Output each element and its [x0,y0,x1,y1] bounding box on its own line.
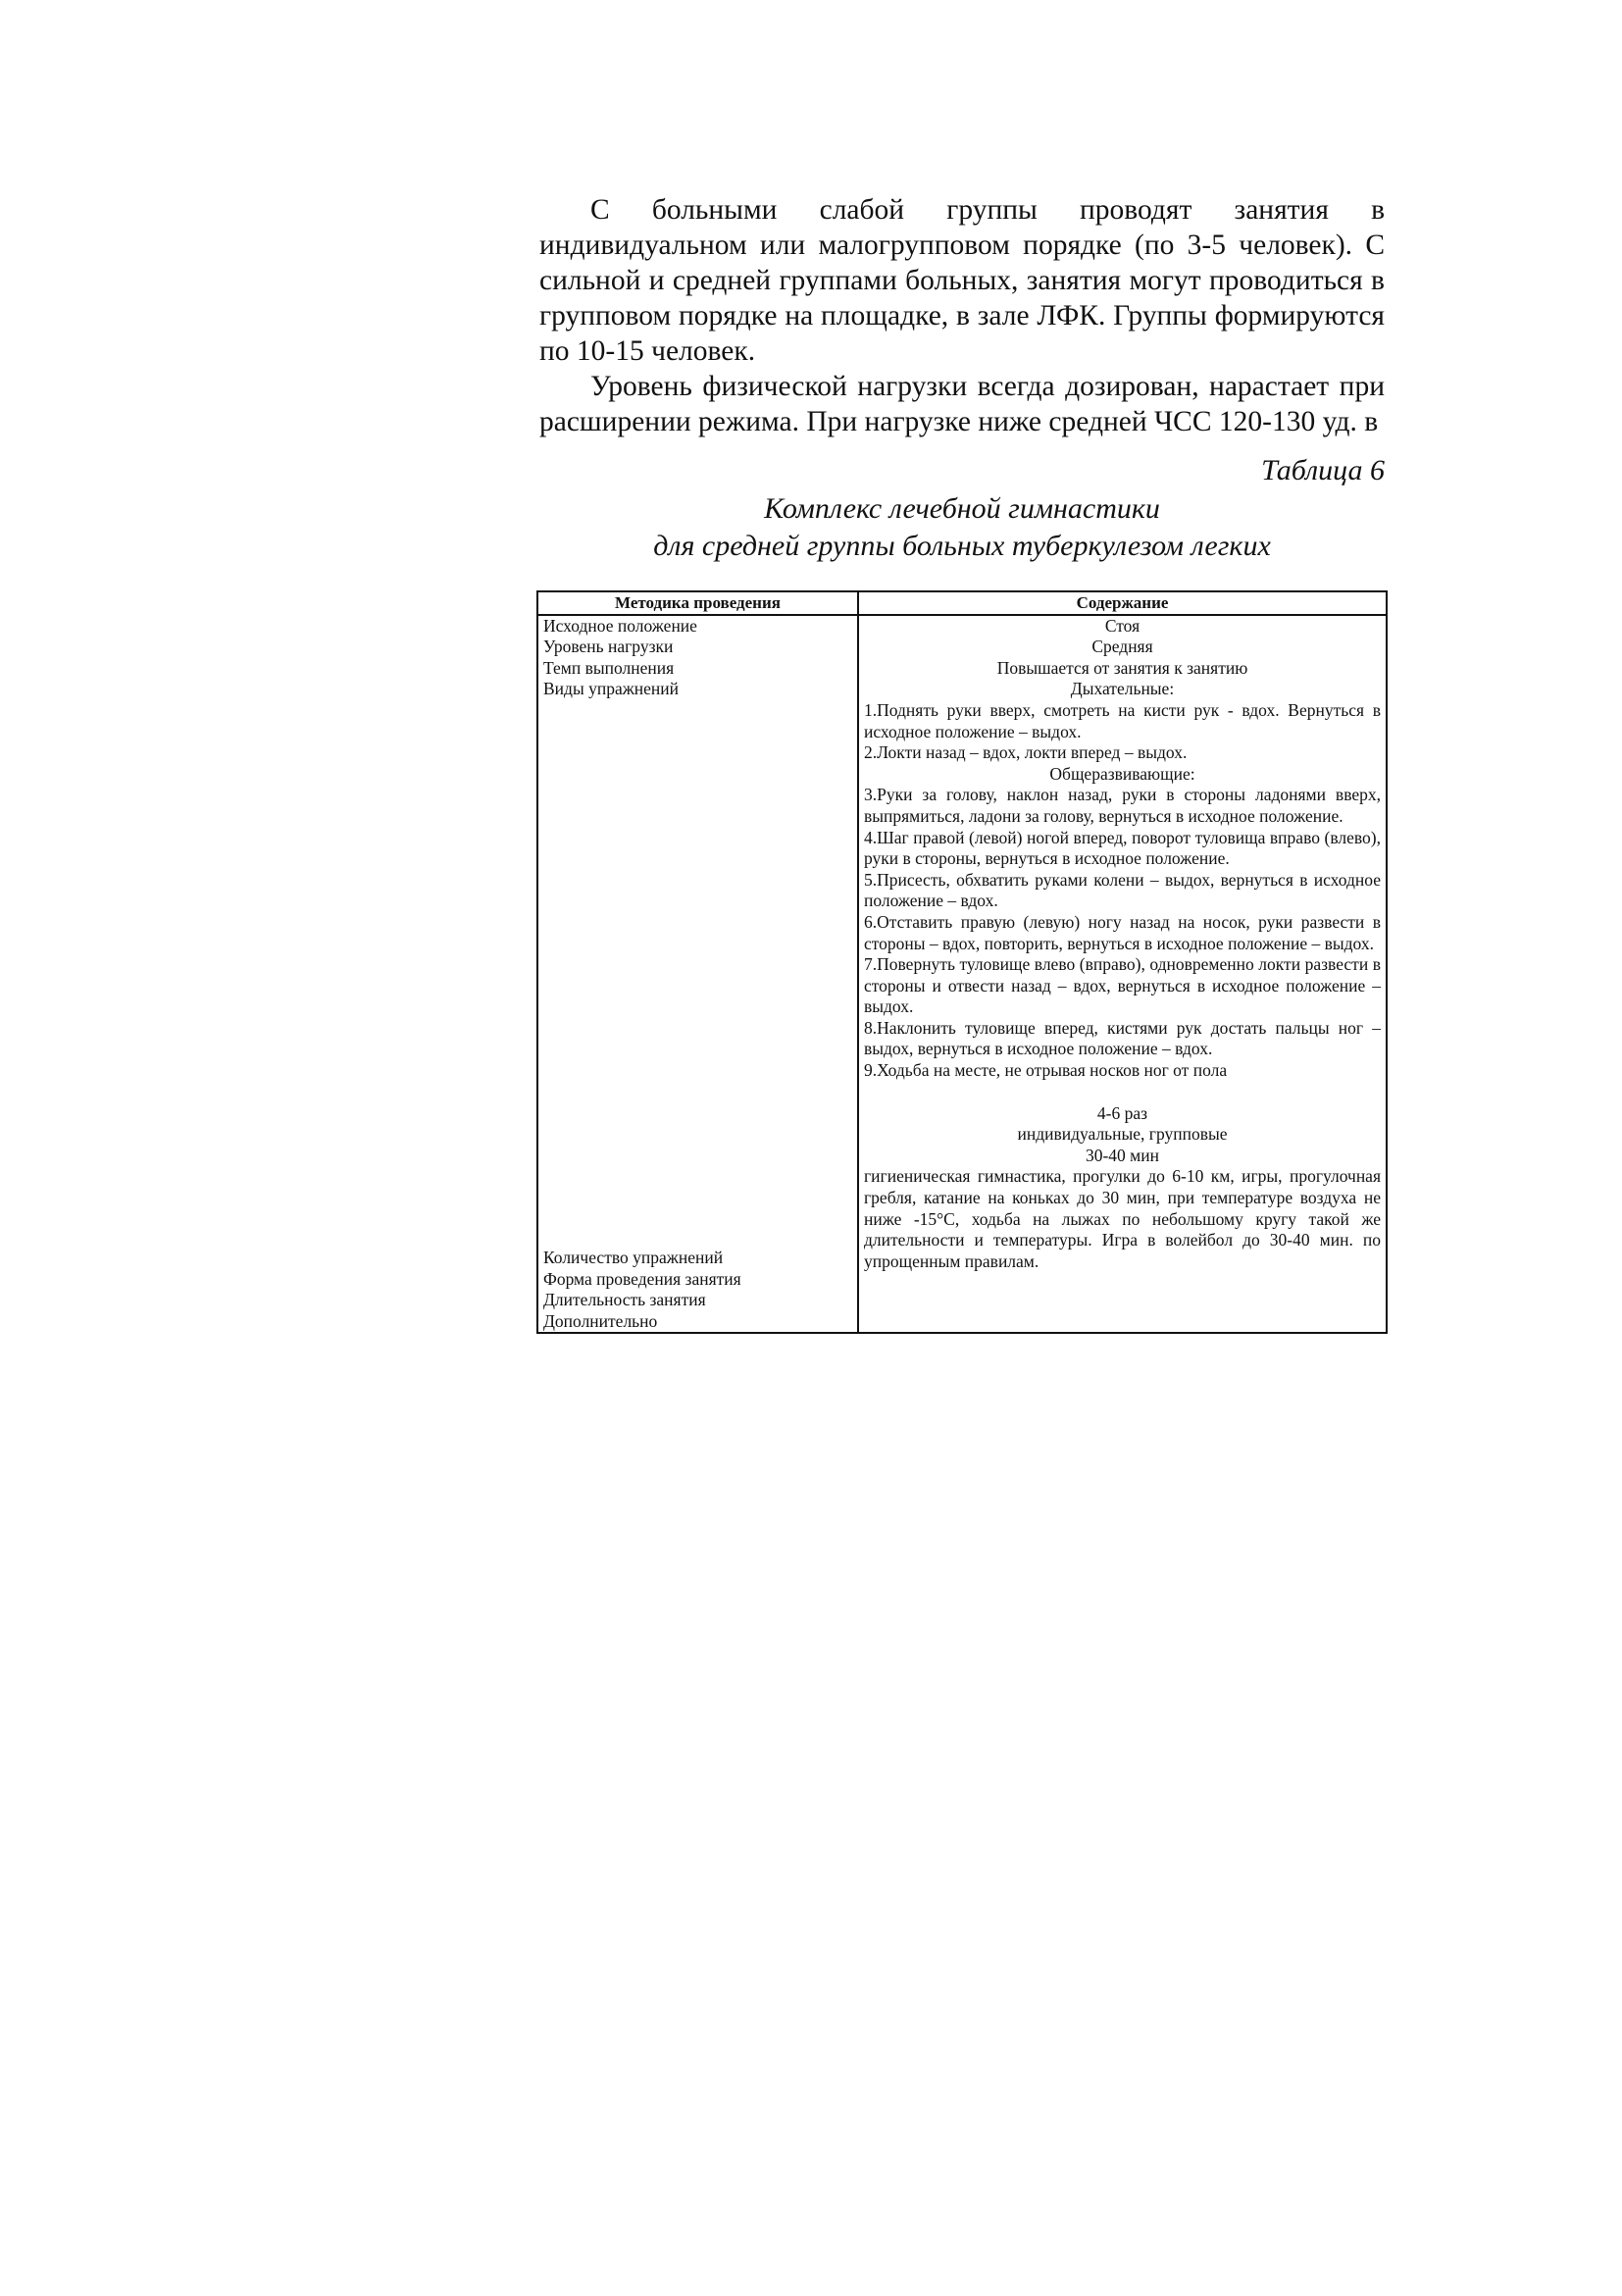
method-column [537,615,858,1334]
start-position-value: Стоя [1104,615,1140,636]
load-level-value: Средняя [1091,637,1153,657]
table-row [537,615,1387,1334]
exercise-table [536,590,1388,1334]
paragraph: Уровень физической нагрузки всегда дозирован, нарастает при расширении режима. При нагрузке ниже средней ЧСС 120-130 уд. в [539,371,1385,437]
table-header-row [537,591,1387,615]
exercise-item: 2.Локти назад – вдох, локти вперед – выдох. [864,742,1188,763]
content-column [858,615,1387,1334]
exercise-item: 8.Наклонить туловище вперед, кистями рук достать пальцы ног – выдох, вернуться в исходное положение – вдох. [864,1017,1381,1059]
paragraph: С больными слабой группы проводят занятия в индивидуальном или малогрупповом порядке (по 3-5 человек). С сильной и средней группами больных, занятия могут проводиться в групповом порядке на площадке, в зале ЛФК. Группы формируются по 10-15 человек. [539,194,1385,367]
session-form-value: индивидуальные, групповые [1017,1124,1228,1145]
exercise-item: 9.Ходьба на месте, не отрывая носков ног от пола [864,1060,1228,1081]
exercise-item: 1.Поднять руки вверх, смотреть на кисти рук - вдох. Вернуться в исходное положение – выдох. [864,699,1381,741]
label-load-level: Уровень нагрузки [543,637,674,657]
header-method: Методика проведения [537,591,858,615]
general-heading: Общеразвивающие: [1049,763,1195,784]
label-duration: Длительность занятия [543,1290,706,1310]
tempo-value: Повышается от занятия к занятию [996,657,1248,678]
exercise-item: 7.Повернуть туловище влево (вправо), одновременно локти развести в стороны и отвести назад – вдох, вернуться в исходное положение – выдох. [864,954,1381,1017]
label-exercise-types: Виды упражнений [543,679,680,699]
label-additional: Дополнительно [543,1310,658,1331]
header-content: Содержание [858,591,1387,615]
table-title [539,490,1385,565]
table-title-line: для средней группы больных туберкулезом легких [653,530,1271,562]
breathing-heading: Дыхательные: [1070,679,1175,699]
label-exercise-count: Количество упражнений [543,1247,724,1267]
exercise-item: 6.Отставить правую (левую) ногу назад на носок, руки развести в стороны – вдох, повторить, вернуться в исходное положение – выдох. [864,911,1381,953]
exercise-count-value: 4-6 раз [1096,1102,1148,1123]
table-title-line: Комплекс лечебной гимнастики [764,492,1160,525]
duration-value: 30-40 мин [1085,1145,1159,1165]
label-tempo: Темп выполнения [543,657,675,678]
additional-value: гигиеническая гимнастика, прогулки до 6-10 км, игры, прогулочная гребля, катание на коньках до 30 мин, при температуре воздуха не ниже -15°С, ходьба на лыжах по небольшому кругу такой же длительности и температуры. Игра в волейбол до 30-40 мин. по упрощенным правилам. [864,1166,1381,1271]
body-text [539,192,1385,439]
exercise-item: 5.Присесть, обхватить руками колени – выдох, вернуться в исходное положение – вдох. [864,869,1381,911]
table-caption: Таблица 6 [1261,454,1385,486]
label-session-form: Форма проведения занятия [543,1268,741,1289]
exercise-item: 4.Шаг правой (левой) ногой вперед, поворот туловища вправо (влево), руки в стороны, вернуться в исходное положение. [864,827,1381,869]
label-start-position: Исходное положение [543,615,697,636]
exercise-item: 3.Руки за голову, наклон назад, руки в стороны ладонями вверх, выпрямиться, ладони за голову, вернуться в исходное положение. [864,785,1381,826]
